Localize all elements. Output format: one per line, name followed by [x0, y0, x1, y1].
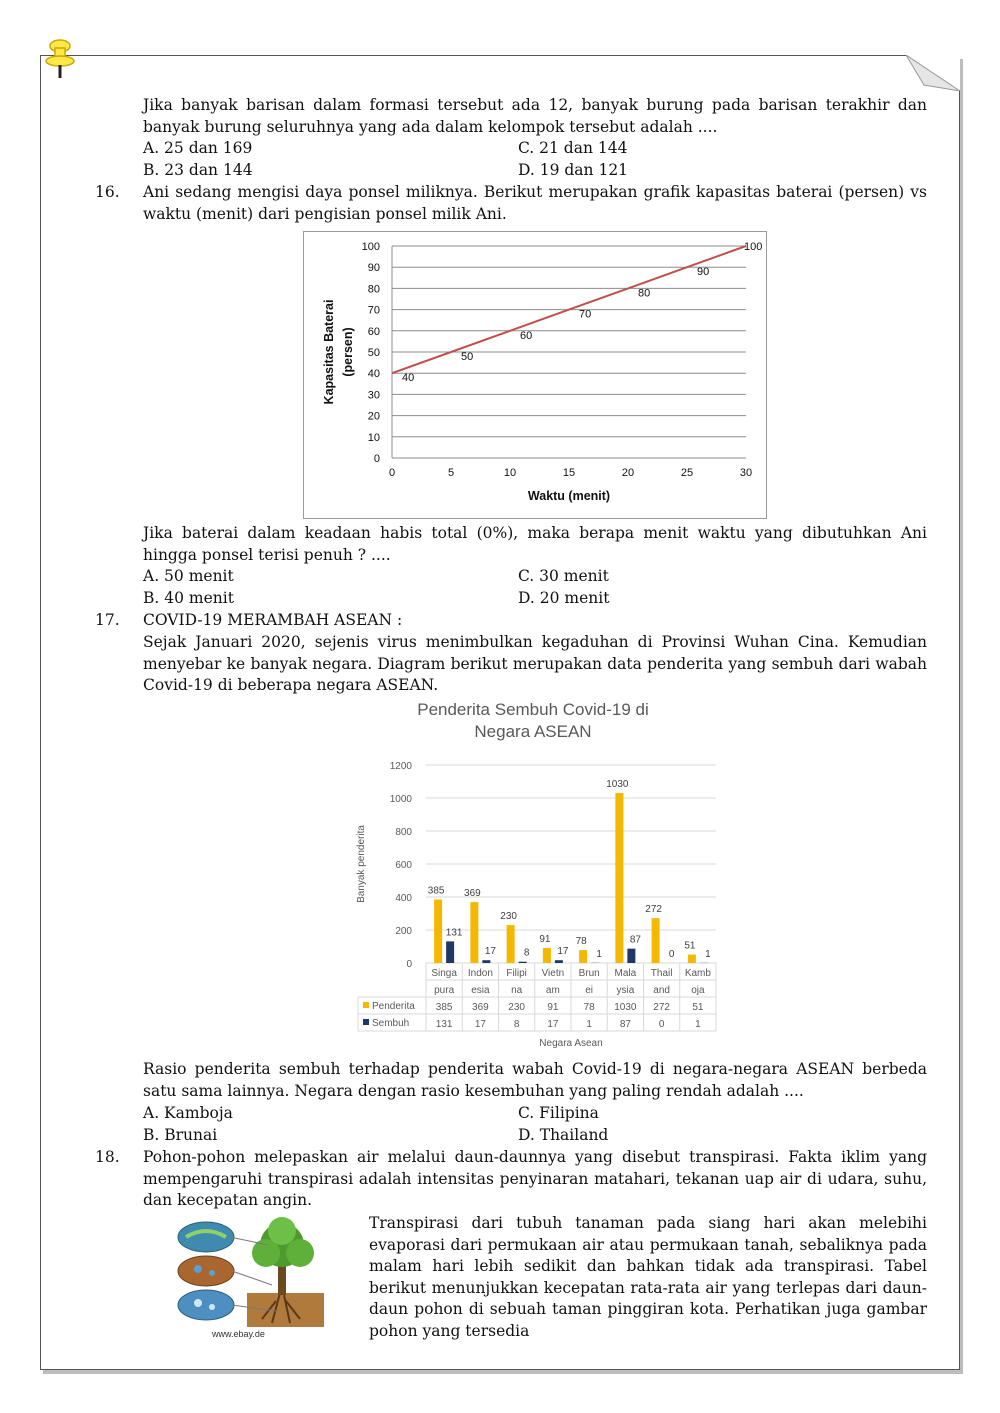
table-value: 369: [472, 1002, 489, 1013]
category-label: esia: [471, 985, 490, 996]
y-tick-label: 1200: [389, 761, 412, 772]
category-label: and: [653, 985, 670, 996]
q16-intro: Ani sedang mengisi daya ponsel miliknya. Berikut merupakan grafik kapasitas baterai (persen) vs waktu (menit) dari pengisian ponsel milik Ani.: [143, 183, 927, 223]
chart-title-line2: Negara ASEAN: [474, 722, 592, 741]
q17-heading: COVID-19 MERAMBAH ASEAN :: [143, 611, 403, 629]
tree-transpiration-image: [172, 1215, 324, 1343]
q17-option-a[interactable]: A. Kamboja: [143, 1104, 233, 1122]
page-curl-corner: [906, 55, 960, 91]
x-tick-label: 25: [680, 467, 694, 479]
bar-value-label: 78: [575, 936, 587, 948]
x-tick-label: 30: [739, 467, 753, 479]
data-label: 80: [638, 287, 651, 300]
x-axis-title: Negara Asean: [539, 1038, 603, 1049]
y-tick-label: 80: [367, 283, 380, 296]
q17-number: 17.: [95, 611, 120, 629]
q16-option-d[interactable]: D. 20 menit: [518, 589, 610, 607]
q16-question-text: Jika baterai dalam keadaan habis total (0%), maka berapa menit waktu yang dibutuhkan Ani hingga ponsel terisi penuh ? ....: [143, 524, 927, 564]
q17-question-text: Rasio penderita sembuh terhadap penderita wabah Covid-19 di negara-negara ASEAN berbeda satu sama lainnya. Negara dengan rasio kesembuhan yang paling rendah adalah ....: [143, 1060, 927, 1100]
legend-swatch-penderita: [363, 1002, 369, 1008]
bar-penderita: [579, 950, 587, 963]
table-value: 87: [619, 1019, 631, 1030]
bar-value-label: 131: [445, 927, 463, 939]
category-label: Singa: [431, 968, 457, 979]
y-tick-label: 50: [367, 347, 380, 359]
battery-line-chart-svg: [304, 232, 766, 518]
bar-sembuh: [519, 962, 527, 963]
bar-penderita: [434, 899, 442, 963]
y-tick-label: 600: [395, 860, 412, 871]
data-label: 70: [579, 308, 592, 321]
bar-penderita: [543, 948, 551, 963]
q18-number: 18.: [95, 1148, 120, 1166]
legend-label: Sembuh: [372, 1018, 410, 1029]
covid-bar-chart: [350, 697, 730, 1053]
data-label: 40: [402, 372, 415, 385]
bar-value-label: 1: [596, 948, 602, 960]
data-label: 100: [744, 241, 763, 253]
y-tick-label: 70: [367, 304, 380, 317]
q15-option-d[interactable]: D. 19 dan 121: [518, 161, 629, 179]
x-tick-label: 20: [621, 467, 635, 479]
bar-sembuh: [627, 949, 635, 963]
bar-sembuh: [446, 941, 454, 963]
category-label: Kamb: [684, 968, 711, 979]
y-tick-label: 60: [367, 325, 380, 338]
category-label: ysia: [616, 985, 635, 996]
q16-option-a[interactable]: A. 50 menit: [143, 567, 234, 585]
q15-option-b[interactable]: B. 23 dan 144: [143, 161, 253, 179]
bar-value-label: 272: [645, 904, 662, 916]
x-tick-label: 15: [562, 467, 576, 479]
y-axis-title-line1: Kapasitas Baterai: [322, 299, 336, 405]
y-tick-label: 0: [373, 453, 380, 465]
bar-penderita: [652, 918, 660, 963]
x-tick-label: 10: [503, 467, 517, 479]
bar-value-label: 1030: [606, 779, 629, 791]
y-axis-title: Banyak penderita: [356, 825, 367, 903]
data-label: 60: [520, 329, 533, 342]
q16-option-b[interactable]: B. 40 menit: [143, 589, 234, 607]
legend-label: Penderita: [372, 1001, 415, 1012]
x-tick-label: 5: [447, 467, 455, 479]
category-label: na: [511, 985, 523, 996]
battery-line-chart: [303, 231, 767, 519]
y-tick-label: 800: [395, 827, 412, 838]
bar-penderita: [507, 925, 515, 963]
bar-value-label: 8: [523, 947, 530, 959]
y-tick-label: 10: [367, 431, 380, 444]
y-tick-label: 100: [361, 241, 380, 253]
q16-option-c[interactable]: C. 30 menit: [518, 567, 609, 585]
bar-value-label: 230: [500, 911, 517, 923]
data-label: 90: [697, 266, 710, 279]
table-value: 8: [513, 1019, 520, 1030]
legend-swatch-sembuh: [363, 1019, 369, 1025]
table-value: 131: [435, 1019, 453, 1030]
q15-option-a[interactable]: A. 25 dan 169: [143, 139, 253, 157]
x-tick-label: 0: [388, 467, 396, 479]
table-value: 1: [695, 1019, 701, 1030]
bar-penderita: [470, 902, 478, 963]
category-label: Vietn: [541, 968, 565, 979]
category-label: pura: [434, 985, 455, 996]
y-axis-title-line2: (persen): [341, 327, 355, 377]
y-tick-label: 400: [395, 893, 412, 904]
bar-penderita: [615, 793, 623, 963]
y-tick-label: 30: [367, 389, 380, 402]
y-tick-label: 90: [367, 262, 380, 275]
bar-value-label: 17: [484, 946, 496, 958]
y-tick-label: 20: [367, 410, 380, 423]
push-pin-icon: [44, 38, 76, 82]
q17-option-d[interactable]: D. Thailand: [518, 1126, 609, 1144]
q17-option-b[interactable]: B. Brunai: [143, 1126, 218, 1144]
bar-value-label: 385: [427, 885, 445, 897]
image-caption: www.ebay.de: [212, 1329, 265, 1339]
table-value: 17: [474, 1019, 486, 1030]
q16-number: 16.: [95, 183, 120, 201]
bar-value-label: 87: [629, 934, 641, 946]
table-value: 272: [653, 1002, 670, 1013]
y-tick-label: 1000: [389, 794, 412, 805]
y-tick-label: 200: [395, 926, 412, 937]
category-label: Indon: [467, 968, 493, 979]
table-value: 0: [658, 1019, 665, 1030]
bar-sembuh: [555, 960, 563, 963]
bar-value-label: 17: [557, 946, 569, 958]
table-value: 91: [547, 1002, 559, 1013]
chart-title-line1: Penderita Sembuh Covid-19 di: [417, 700, 649, 719]
category-label: Thail: [650, 968, 673, 979]
q15-question-text: Jika banyak barisan dalam formasi tersebut ada 12, banyak burung pada barisan terakhir dan banyak burung seluruhnya yang ada dalam kelompok tersebut adalah ....: [143, 96, 927, 136]
q18-side-text: Transpirasi dari tubuh tanaman pada siang hari akan melebihi evaporasi dari permukaan air atau permukaan tanah, sebaliknya pada malam hari lebih sedikit dan bahkan tidak ada transpirasi. Tabel berikut menunjukkan kecepatan rata-rata air yang terlepas dari daun-daun pohon di sebuah taman pinggiran kota. Perhatikan juga gambar pohon yang tersedia: [369, 1214, 927, 1340]
category-label: Brun: [578, 968, 600, 979]
bar-penderita: [688, 955, 696, 963]
table-value: 78: [583, 1002, 595, 1013]
q17-option-c[interactable]: C. Filipina: [518, 1104, 599, 1122]
bar-sembuh: [482, 960, 490, 963]
data-label: 50: [461, 351, 474, 363]
category-label: Filipi: [506, 968, 527, 979]
bar-value-label: 91: [539, 933, 551, 945]
category-label: Mala: [614, 968, 637, 979]
bar-value-label: 369: [464, 888, 481, 900]
q18-intro: Pohon-pohon melepaskan air melalui daun-daunnya yang disebut transpirasi. Fakta iklim yang mempengaruhi transpirasi adalah intensitas penyinaran matahari, tekanan uap air di udara, suhu, dan kecepatan angin.: [143, 1148, 927, 1209]
category-label: am: [545, 985, 560, 996]
table-value: 1030: [614, 1002, 637, 1013]
y-tick-label: 0: [406, 959, 412, 970]
table-value: 385: [435, 1002, 453, 1013]
table-value: 51: [692, 1002, 704, 1013]
table-value: 17: [547, 1019, 559, 1030]
bar-value-label: 1: [705, 948, 711, 960]
table-value: 230: [508, 1002, 525, 1013]
category-label: ei: [585, 985, 594, 996]
bar-value-label: 51: [684, 940, 696, 952]
bar-value-label: 0: [668, 949, 675, 960]
q15-option-c[interactable]: C. 21 dan 144: [518, 139, 628, 157]
category-label: oja: [691, 985, 705, 996]
table-value: 1: [586, 1019, 592, 1030]
y-tick-label: 40: [367, 368, 380, 381]
x-axis-title: Waktu (menit): [527, 489, 611, 503]
q17-intro: Sejak Januari 2020, sejenis virus menimbulkan kegaduhan di Provinsi Wuhan Cina. Kemudian menyebar ke banyak negara. Diagram berikut merupakan data penderita yang sembuh dari wabah Covid-19 di beberapa negara ASEAN.: [143, 633, 927, 694]
